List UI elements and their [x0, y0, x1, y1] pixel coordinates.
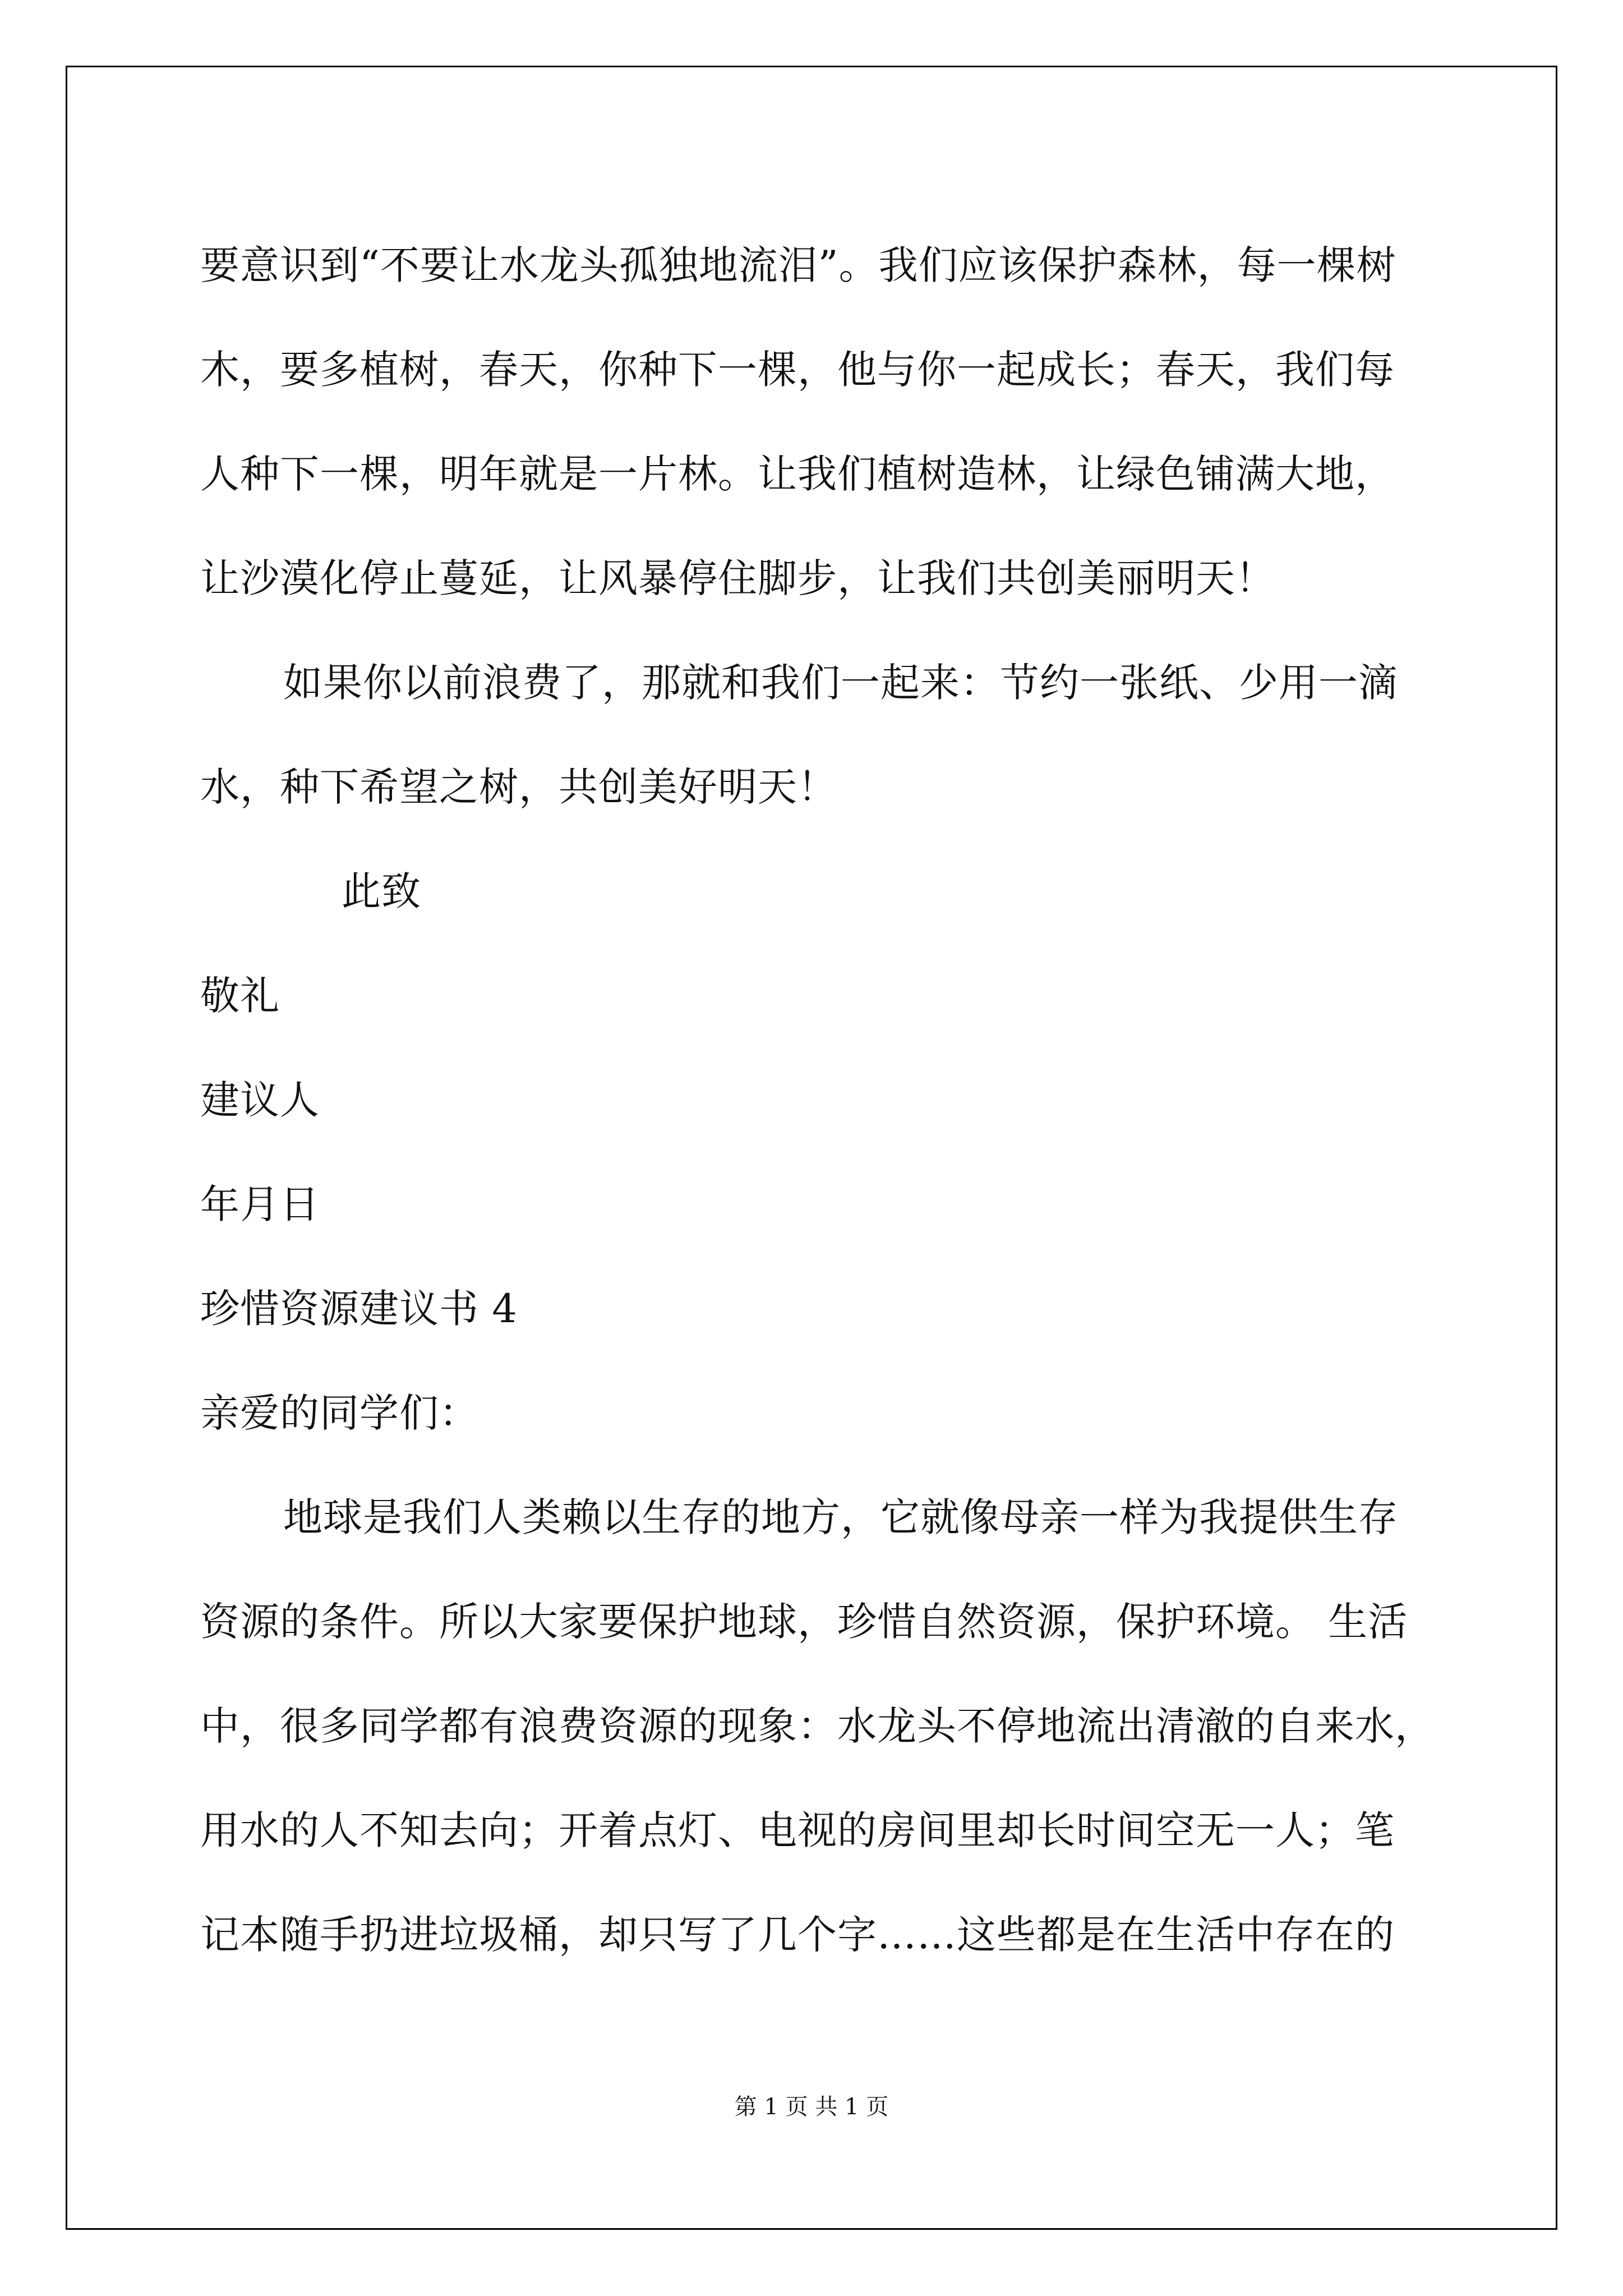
closing-regards: 敬礼 [200, 973, 280, 1019]
body-line: 人种下一棵，明年就是一片林。让我们植树造林，让绿色铺满大地， [200, 451, 1395, 497]
section-title: 珍惜资源建议书 4 [200, 1286, 518, 1332]
signature-date: 年月日 [200, 1181, 320, 1227]
body-line: 让沙漠化停止蔓延，让风暴停住脚步，让我们共创美丽明天！ [200, 555, 1275, 601]
paragraph-start-line: 如果你以前浪费了，那就和我们一起来：节约一张纸、少用一滴 [283, 660, 1398, 706]
body-line: 水，种下希望之树，共创美好明天！ [200, 764, 837, 810]
signature-proposer: 建议人 [200, 1077, 320, 1123]
body-line: 中，很多同学都有浪费资源的现象：水龙头不停地流出清澈的自来水， [200, 1703, 1435, 1749]
paragraph-start-line: 地球是我们人类赖以生存的地方，它就像母亲一样为我提供生存 [283, 1494, 1398, 1540]
body-line: 资源的条件。所以大家要保护地球，珍惜自然资源，保护环境。 生活 [200, 1599, 1408, 1645]
body-line: 木，要多植树，春天，你种下一棵，他与你一起成长；春天，我们每 [200, 347, 1395, 393]
body-line: 用水的人不知去向；开着点灯、电视的房间里却长时间空无一人；笔 [200, 1807, 1395, 1853]
closing-salutation: 此致 [342, 868, 421, 914]
document-body [200, 213, 1462, 1987]
body-line: 记本随手扔进垃圾桶，却只写了几个字……这些都是在生活中存在的 [200, 1912, 1395, 1958]
greeting: 亲爱的同学们： [200, 1390, 479, 1436]
page-footer: 第 1 页 共 1 页 [734, 2094, 889, 2120]
body-line: 要意识到“不要让水龙头孤独地流泪”。我们应该保护森林，每一棵树 [200, 242, 1396, 288]
